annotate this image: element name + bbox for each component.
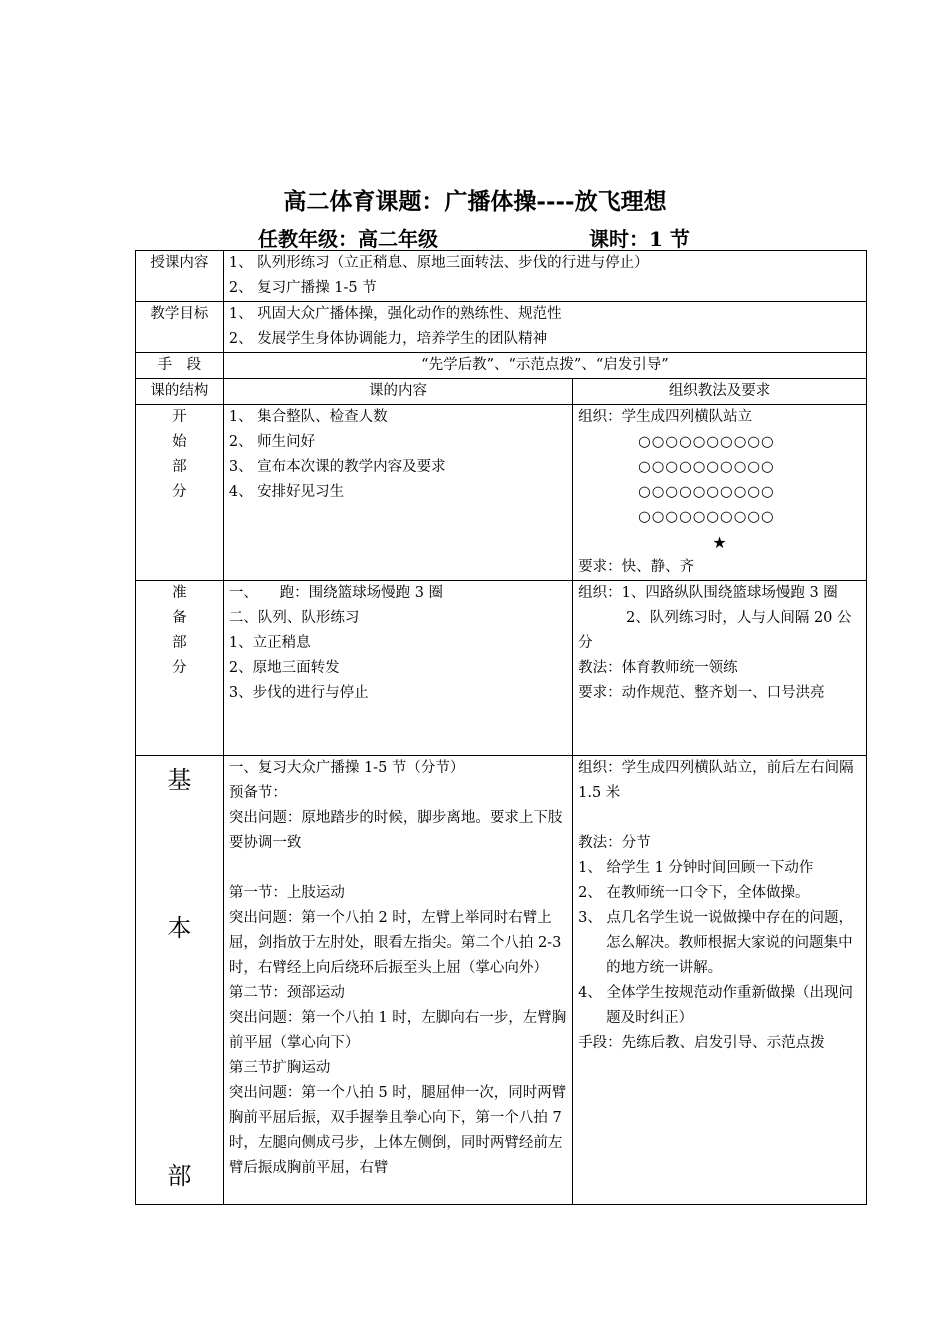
list-item: 2、 发展学生身体协调能力，培养学生的团队精神 (228, 331, 548, 347)
label-char: 备 (172, 610, 187, 626)
label-means: 手 段 (136, 353, 224, 379)
label-char: 始 (172, 434, 187, 450)
list-item: 2、 师生问好 (228, 434, 316, 450)
list-item: 1、 给学生 1 分钟时间回顾一下动作 (578, 860, 814, 876)
organization-text: 组织：1、四路纵队围绕篮球场慢跑 3 圈 (578, 585, 838, 601)
label-prep-section (136, 581, 224, 756)
label-char: 本 (167, 914, 192, 942)
basic-method-cell (573, 756, 867, 1205)
header-content: 课的内容 (223, 379, 572, 405)
label-basic-section (136, 756, 224, 1205)
means-text: 手段：先练后教、启发引导、示范点拨 (578, 1035, 825, 1051)
method-text: 教法：分节 (578, 835, 651, 851)
list-item: 二、队列、队形练习 (228, 610, 360, 626)
teacher-star-icon: ★ (712, 533, 727, 552)
content-line: 突出问题：原地踏步的时候，脚步离地。要求上下肢要协调一致 (228, 810, 563, 851)
teaching-goals-cell (223, 302, 866, 353)
lesson-plan-table (135, 250, 867, 1205)
label-char: 分 (172, 484, 187, 500)
label-char: 部 (167, 1162, 192, 1190)
start-content-cell (223, 405, 572, 581)
header-method: 组织教法及要求 (573, 379, 867, 405)
content-line: 第二节：颈部运动 (228, 985, 345, 1001)
grade-label: 任教年级：高二年级 (258, 227, 438, 251)
row-start-section (136, 405, 867, 581)
row-teaching-content (136, 251, 867, 302)
header-structure: 课的结构 (136, 379, 224, 405)
list-item: 2、 复习广播操 1-5 节 (228, 280, 377, 296)
formation-row: ○○○○○○○○○○ (638, 509, 775, 525)
row-column-headers (136, 379, 867, 405)
prep-content-cell (223, 581, 572, 756)
content-line: 第三节扩胸运动 (228, 1060, 331, 1076)
row-basic-section (136, 756, 867, 1205)
organization-text: 2、队列练习时，人与人间隔 20 公分 (578, 610, 852, 651)
teaching-content-cell (223, 251, 866, 302)
row-means (136, 353, 867, 379)
content-line: 预备节： (228, 785, 287, 801)
list-item: 2、原地三面转发 (228, 660, 340, 676)
list-item: 3、步伐的进行与停止 (228, 685, 369, 701)
method-text: 教法：体育教师统一领练 (578, 660, 738, 676)
list-item: 1、 集合整队、检查人数 (228, 409, 388, 425)
formation-row: ○○○○○○○○○○ (638, 484, 775, 500)
list-item: 一、 跑：围绕篮球场慢跑 3 圈 (228, 585, 444, 601)
row-prep-section (136, 581, 867, 756)
basic-content-cell (223, 756, 572, 1205)
content-line: 一、复习大众广播操 1-5 节（分节） (228, 760, 465, 776)
list-item: 1、 队列形练习（立正稍息、原地三面转法、步伐的行进与停止） (228, 255, 649, 271)
label-char: 分 (172, 660, 187, 676)
list-item: 1、立正稍息 (228, 635, 311, 651)
blank-line (229, 856, 568, 881)
spacer (578, 806, 861, 831)
requirement-text: 要求：快、静、齐 (578, 559, 695, 575)
label-teaching-content: 授课内容 (136, 251, 224, 302)
start-method-cell (573, 405, 867, 581)
content-line: 第一节：上肢运动 (228, 885, 345, 901)
row-teaching-goals (136, 302, 867, 353)
list-item: 3、 点几名学生说一说做操中存在的问题，怎么解决。教师根据大家说的问题集中的地方统一讲解。 (578, 910, 853, 976)
label-char: 部 (172, 459, 187, 475)
label-char: 准 (172, 585, 187, 601)
label-char: 部 (172, 635, 187, 651)
list-item: 3、 宣布本次课的教学内容及要求 (228, 459, 446, 475)
formation-row: ○○○○○○○○○○ (638, 434, 775, 450)
list-item: 4、 全体学生按规范动作重新做操（出现问题及时纠正） (578, 985, 853, 1026)
content-line: 突出问题：第一个八拍 2 时，左臂上举同时右臂上屈，剑指放于左肘处，眼看左指尖。第二个八拍 2-3 时，右臂经上向后绕环后振至头上屈（掌心向外） (228, 910, 562, 976)
organization-text: 组织：学生成四列横队站立，前后左右间隔 1.5 米 (578, 760, 854, 801)
label-char: 基 (167, 766, 192, 794)
label-teaching-goals: 教学目标 (136, 302, 224, 353)
label-start-section (136, 405, 224, 581)
formation-row: ○○○○○○○○○○ (638, 459, 775, 475)
document-title: 高二体育课题：广播体操----放飞理想 (283, 188, 667, 215)
prep-method-cell (573, 581, 867, 756)
label-char: 开 (172, 409, 187, 425)
list-item: 1、 巩固大众广播体操，强化动作的熟练性、规范性 (228, 306, 562, 322)
list-item: 4、 安排好见习生 (228, 484, 345, 500)
class-hours-label: 课时：1 节 (589, 227, 690, 251)
content-line: 突出问题：第一个八拍 1 时，左脚向右一步，左臂胸前平屈（掌心向下） (228, 1010, 567, 1051)
means-cell: “先学后教”、“示范点拨”、“启发引导” (223, 353, 866, 379)
organization-text: 组织：学生成四列横队站立 (578, 409, 753, 425)
content-line: 突出问题：第一个八拍 5 时，腿屈伸一次，同时两臂胸前平屈后振，双手握拳且拳心向下，第一个八拍 7 时，左腿向侧成弓步，上体左侧倒，同时两臂经前左臂后振成胸前平屈，右臂 (228, 1085, 567, 1176)
list-item: 2、 在教师统一口令下，全体做操。 (578, 885, 810, 901)
requirement-text: 要求：动作规范、整齐划一、口号洪亮 (578, 685, 825, 701)
